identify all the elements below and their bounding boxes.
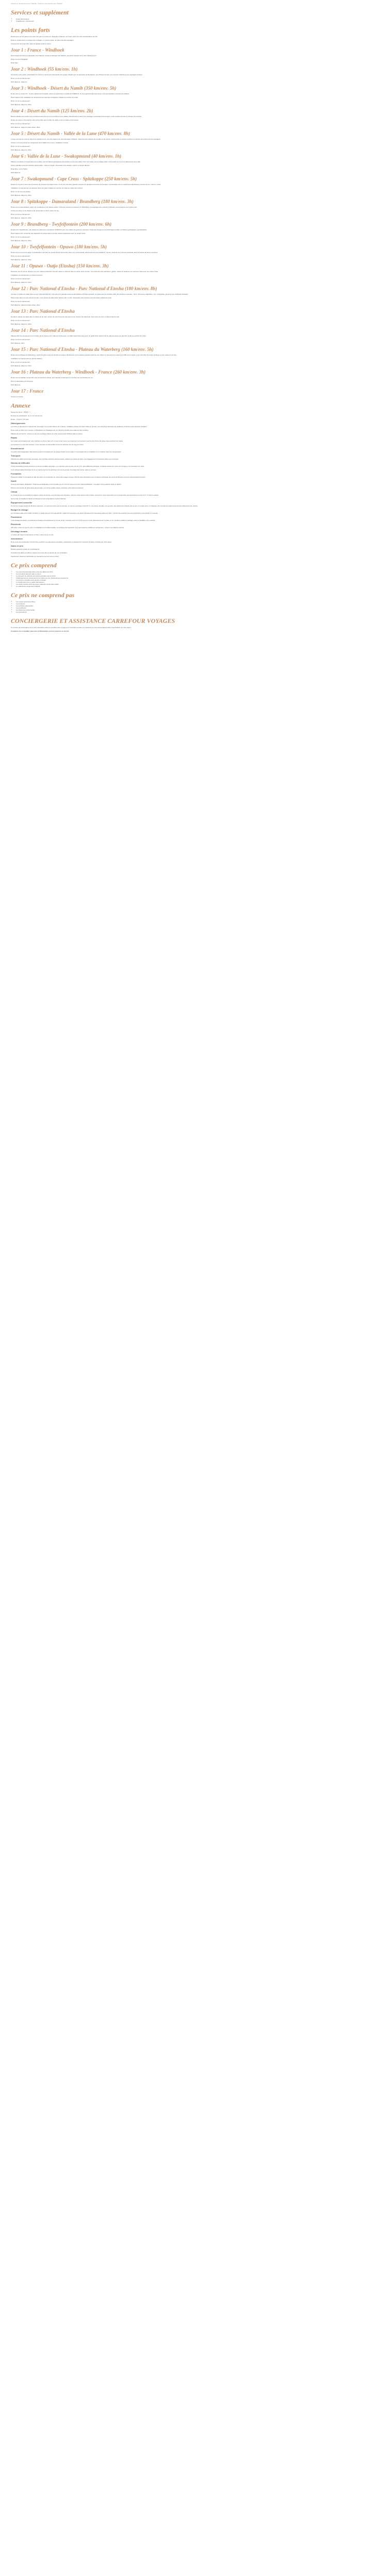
info-section-heading: Formalités xyxy=(11,472,22,475)
concierge-heading: CONCIERGERIE ET ASSISTANCE CARREFOUR VOYAGES xyxy=(11,617,175,624)
breadcrumb: Circuits en campement pour l'Islande › Circuit en campement pour l'Islande xyxy=(11,3,62,5)
day-paragraph: Dîner et nuit au campement. xyxy=(11,319,30,321)
day-paragraph: Départ le long de la côte vers la réserve de phoques de Cape Cross, où vit l'une des plus grandes colonies de phoques à fourrure de la région. Continuation vers le massif de la Spitzkoppe, surnommé le « Cervin » local. xyxy=(11,183,161,185)
day-title: Jour 15 : Parc National d'Etosha - Plateau du Waterberg (160 km/env. 5h) xyxy=(11,347,154,352)
itinerary-day xyxy=(11,131,380,151)
day-title: Jour 12 : Parc National d'Etosha - Parc National d'Etosha (180 km/env. 8h) xyxy=(11,286,157,291)
info-section-paragraph: Circuit accessible à toute personne en bonne condition physique. Les marches sont courtes, de 1h à 3h, sans difficulté technique. Certaines étapes de route sont longues et se déroulent sur piste. xyxy=(11,465,144,467)
itinerary-day xyxy=(11,199,380,219)
day-paragraph: Dîner et nuit au campement. xyxy=(11,100,30,102)
day-paragraph: Matinée consacrée à l'exploration de la vallée, ses formations géologiques étonnantes et ses fumerolles. Puis court trajet vers le village côtier, promenade sur le port et découverte de la ville. xyxy=(11,161,141,163)
excluded-item: • Les dépenses personnelles xyxy=(16,609,380,611)
day-meals: Petit déjeuner, déjeuner, dîner xyxy=(11,259,32,261)
included-item: • Les transferts aéroport aller et retour xyxy=(16,573,380,575)
day-paragraph: Dîner et nuit au campement. xyxy=(11,77,30,79)
info-section-heading: Assurances xyxy=(11,537,23,540)
excluded-item: • Les assurances xyxy=(16,611,380,613)
day-meals: Petit déjeuner, déjeuner, dîner xyxy=(11,281,32,283)
day-paragraph: Après-midi libre pour des activités optionnelles : sortie en kayak, observation des oiseaux marins ou simple flânerie. xyxy=(11,164,90,166)
info-section-heading: Hébergements xyxy=(11,422,25,425)
day-paragraph: Dîner et nuit au campement. xyxy=(11,213,30,215)
itinerary-day xyxy=(11,286,380,306)
day-paragraph: Envol depuis la France à destination de l'Islande. Arrivée à l'aéroport de Keflavík, accueil et transfert vers votre hébergement. xyxy=(11,55,97,57)
day-paragraph: Longue journée de route à travers les hautes terres, une des régions les plus sauvages d'Islande. Traversée des déserts de cendres et de pierres, arrêts photo et petites marches en chemin pour découvrir les paysages. xyxy=(11,138,161,140)
itinerary-day xyxy=(11,347,380,367)
day-paragraph: Arrivée au camp en fin d'après-midi, temps libre et dîner autour du feu. xyxy=(11,210,59,212)
info-section-paragraph: Un sac de voyage souple de 60 litres maximum, un petit sac à dos pour la journée, un sac de couchage confort 0 °C, une lampe frontale, une gourde, des vêtements chauds pour le soir, un coupe-vent, un chapeau, des lunettes de soleil et de bonnes chaussures de marche. xyxy=(11,505,198,507)
included-list xyxy=(11,571,380,587)
info-section xyxy=(11,509,380,514)
included-item: • Le transport en véhicule tout-terrain pendant tout le circuit xyxy=(16,575,380,577)
day-paragraph: Descente vers le sud en direction du parc national d'Etosha. Premier safari en véhicule dans la partie ouest du parc, à la recherche des éléphants, girafes, zèbres et antilopes qui viennent s'abreuver aux points d'eau. xyxy=(11,270,159,273)
info-section xyxy=(11,537,380,543)
day-title: Jour 14 : Parc National d'Etosha xyxy=(11,328,75,333)
day-title: Jour 5 : Désert du Namib - Vallée de la Lune (470 km/env. 8h) xyxy=(11,131,131,136)
day-paragraph: Installation au campement en bordure du parc. xyxy=(11,274,43,276)
info-section-heading: Repas xyxy=(11,436,18,439)
dates-heading: Dates et prix xyxy=(11,545,24,547)
day-meals: Petit déjeuner, déjeuner, dîner xyxy=(11,194,32,196)
day-paragraph: Dîner et nuit au campement. xyxy=(11,278,30,280)
info-section xyxy=(11,422,380,435)
info-section xyxy=(11,447,380,453)
services-list xyxy=(11,18,380,22)
day-paragraph: Dîner et nuit au campement. xyxy=(11,255,30,257)
info-section-paragraph: Il est indispensable d'accepter la vie en campement et de participer à la vie du groupe (montage des tentes, aide au service). xyxy=(11,469,96,471)
day-title: Jour 1 : France - Windhoek xyxy=(11,47,64,53)
document xyxy=(0,0,391,632)
included-item: • L'encadrement par un guide francophone xyxy=(16,581,380,583)
info-section-heading: Transport xyxy=(11,454,21,457)
day-paragraph: Route vers le Plateau du Waterberg, massif de grès rouge qui domine la savane. Randonnée sur le plateau jusqu'au point de vue offrant un panorama à couper le souffle sur la région, à la recherche des rares antilopes et des vautours du Cap. xyxy=(11,354,177,356)
info-section-paragraph: Deux nuits en hôtel sont prévues, à Windhoek et à Swakopmund, en chambre double avec salle de bain privative. xyxy=(11,429,89,431)
day-paragraph: Dîner et nuit au campement. xyxy=(11,338,30,341)
itinerary-day xyxy=(11,309,380,325)
info-section-heading: Niveau de difficulté xyxy=(11,462,30,464)
included-item: • L'hébergement en campement et en hôtel comme mentionné au programme xyxy=(16,577,380,579)
included-item: • La pension complète sauf mention contraire xyxy=(16,579,380,581)
highlights-body xyxy=(11,36,380,45)
concierge-text: Un service de conciergerie est à votre disposition avant et pendant votre voyage pour répondre à toutes vos questions et vous accompagner dans l'organisation de votre séjour. xyxy=(11,626,132,629)
practical-info xyxy=(11,422,380,543)
info-section-paragraph: Les boissons ne sont pas incluses. L'eau minérale est disponible à bord du véhicule tout au long du circuit. xyxy=(11,444,84,446)
dates-line: Consultez les dates et tarifs en vigueur sur notre site ou auprès de nos conseillers. xyxy=(11,552,68,554)
day-paragraph: Dîner et nuit au campement. xyxy=(11,145,30,147)
day-title: Jour 7 : Swakopmund - Cape Cross - Spitzkoppe (250 km/env. 5h) xyxy=(11,176,137,181)
itinerary-day xyxy=(11,86,380,106)
info-section-heading: Climat xyxy=(11,490,18,493)
info-section xyxy=(11,480,380,489)
day-paragraph: Dîner et nuit au campement. xyxy=(11,300,30,302)
included-item: • Les vols internationaux aller-retour au départ de Paris xyxy=(16,571,380,573)
day-paragraph: Retour au camp en fin d'après-midi, temps libre pour profiter du calme et de la nature environnante. xyxy=(11,119,79,121)
day-title: Jour 10 : Twyfelfontein - Opuwo (180 km/env. 5h) xyxy=(11,244,107,249)
day-paragraph: Installation au campement au pied du plateau. xyxy=(11,358,43,360)
excluded-item: • Les pourboires xyxy=(16,607,380,609)
info-section xyxy=(11,523,380,529)
day-meals: Petit déjeuner, déjeuner, dîner xyxy=(11,104,32,106)
itinerary-day xyxy=(11,328,380,344)
day-paragraph: Route vers la capitale, temps libre pour les derniers achats, puis transfert à l'aéroport en fonction de vos horaires de vol. xyxy=(11,377,93,379)
meta-line: Durée : 17 jours / 15 nuits. xyxy=(11,418,29,420)
meta-line: Niveau du circuit : ★★★☆☆ xyxy=(11,411,31,413)
day-paragraph: Arrivée en fin de journée au campement de la Vallée de la Lune, installation et dîner. xyxy=(11,142,69,144)
info-section-paragraph: Nous vous recommandons vivement de souscrire une assurance annulation, assistance et rapatriement couvrant la durée complète de votre séjour. xyxy=(11,541,112,543)
info-section xyxy=(11,454,380,460)
day-paragraph: Route vers le nord et la région du Kaokoland, territoire du peuple Himba. Rencontre avec une communauté, découverte de leurs traditions, de leur mode de vie et de leur artisanat, dans le respect de leurs coutumes. xyxy=(11,251,158,253)
day-meals: Petit déjeuner xyxy=(11,384,21,386)
itinerary-day xyxy=(11,176,380,196)
itinerary-day xyxy=(11,108,380,128)
circuit-meta xyxy=(11,411,380,420)
day-meals: Petit déjeuner, déjeuner, dîner xyxy=(11,217,32,219)
day-meals: Petit déjeuner, déjeuner, dîner xyxy=(11,365,32,367)
info-section-heading: Santé xyxy=(11,480,17,482)
info-section-paragraph: Sur la côte, le brouillard matinal est fréquent et les températures restent fraîches. xyxy=(11,498,67,500)
highlights-paragraph: Nuits en campement ou refuges de montagne, en pleine nature, au plus près des paysages. xyxy=(11,39,74,41)
dates-body xyxy=(11,548,380,557)
info-section xyxy=(11,462,380,471)
day-meals: Petit déjeuner, déjeuner, dîner xyxy=(11,240,32,242)
day-meals: Petit déjeuner xyxy=(11,172,21,174)
day-paragraph: Dernière matinée de safari dans la partie est du parc, autour du point d'eau de Namutoni et de l'ancien fort allemand, puis sortie du parc en début d'après-midi. xyxy=(11,316,120,318)
info-section-paragraph: +1 heure par rapport à la France en hiver, même heure en été. xyxy=(11,534,54,536)
info-section-paragraph: Véhicule de safari tout-terrain aménagé, avec grandes fenêtres panoramiques, adapté aux pistes du pays. Les bagages sont transportés dans une remorque. xyxy=(11,458,119,460)
day-paragraph: Dîner et nuit au campement. xyxy=(11,236,30,238)
itinerary-day xyxy=(11,244,380,261)
day-meals: Dîner libre xyxy=(11,62,18,64)
services-item: • Chauffeur(s) / campement xyxy=(16,20,380,22)
itinerary-day xyxy=(11,66,380,83)
included-item: • Le matériel de campement collectif xyxy=(16,585,380,587)
day-paragraph: Envol à destination de la France. xyxy=(11,380,34,382)
itinerary-day xyxy=(11,388,380,398)
highlights-paragraph: Randonnée sur les glaciers au cœur des parcs et réserves naturelles d'Islande, au fil des routes les plus spectaculaires de l'île. xyxy=(11,36,98,38)
info-section-heading: Décalage horaire xyxy=(11,530,28,533)
services-heading: Services et supplément xyxy=(11,9,69,16)
day-title: Jour 3 : Windhoek - Désert du Namib (350 km/env. 5h) xyxy=(11,86,117,91)
meta-line: Nombre de participants : de 4 à 12 personnes. xyxy=(11,415,43,417)
info-section xyxy=(11,516,380,521)
itinerary-day xyxy=(11,369,380,386)
day-paragraph: Dans l'après-midi, recherche des éléphants du désert dans le lit des rivières asséchées avec un pisteur local. xyxy=(11,232,86,234)
day-title: Jour 8 : Spitzkoppe - Damaraland / Brandberg (180 km/env. 3h) xyxy=(11,199,134,204)
day-paragraph: Journée complète de safari dans le parc national d'Etosha, l'une des plus grandes réserves animalières d'Afrique australe. Le grand pan de sel blanc attire de nombreux animaux : lions, rhinocéros, éléphants, oryx, springboks, gnous et une multitude d'oiseaux. xyxy=(11,293,189,295)
info-section-paragraph: 220 volts, prises de type D et M. Un adaptateur est indispensable. La recharge des appareils n'est pas toujours possible en campement : prévoir une batterie externe. xyxy=(11,527,124,529)
dates-line: Départs garantis à partir de 4 participants. xyxy=(11,548,40,550)
day-paragraph: Installation du campement au pied des blocs de granit, balade au coucher du soleil au milieu des rochers. xyxy=(11,187,84,189)
itinerary-day xyxy=(11,222,380,242)
services-item: • Guide francophone xyxy=(16,18,380,20)
day-paragraph: Route pour le cercle d'or : le parc national de Þingvellir, classé au patrimoine mondial de l'UNESCO, la zone géothermique de Geysir et la spectaculaire cascade de Gullfoss. xyxy=(11,93,129,95)
info-section-paragraph: Passeport valide 6 mois après la date de retour et comportant au moins deux pages vierges. Pas de visa nécessaire pour un séjour touristique de moins de 90 jours pour les ressortissants français. xyxy=(11,476,145,478)
day-paragraph: Dans l'après-midi, installation au campement au pied des montagnes, balade au coucher du soleil. xyxy=(11,96,78,98)
dates-line: Supplément chambre individuelle sur demande pour les nuits en hôtel. xyxy=(11,555,59,557)
info-section-paragraph: Les nuits se déroulent en campement aménagé, sous tentes dômes de 2 places, installées chaque soir avec l'aide du groupe. Les campings disposent de sanitaires communs avec douches chaudes. xyxy=(11,426,148,428)
day-meals: Petit déjeuner, déjeuner xyxy=(11,81,27,83)
excluded-item: • Les repas mentionnés libres xyxy=(16,601,380,603)
day-paragraph: Dîner et nuit au campement. xyxy=(11,123,30,125)
day-paragraph: Pique-nique dans l'un des camps du parc, puis reprise du safari dans l'après-midi. Le soir, observation des animaux au point d'eau éclairé du camp. xyxy=(11,297,112,299)
day-title: Jour 16 : Plateau du Waterberg - Windhoek - France (260 km/env. 3h) xyxy=(11,369,146,375)
day-paragraph: Dîner libre, nuit à l'hôtel. xyxy=(11,168,28,170)
day-title: Jour 2 : Windhoek (55 km/env. 1h) xyxy=(11,66,78,72)
day-paragraph: Accueil de votre guide, présentation du circuit et remise des documents de voyage. Départ pour la péninsule de Reykjanes, ses champs de lave, ses sources chaudes et ses paysages lunaires. xyxy=(11,74,143,76)
day-title: Jour 6 : Vallée de la Lune - Swakopmund (40 km/env. 1h) xyxy=(11,154,122,159)
info-section-paragraph: Prévoir une trousse de pharmacie personnelle, une crème solaire haute protection et de l'anti-moustiques. xyxy=(11,487,84,489)
info-section-paragraph: Aucune vaccination obligatoire. Traitement antipaludéen recommandé pour le nord du pays et le parc national d'Etosha : consultez votre médecin avant le départ. xyxy=(11,483,122,485)
excluded-item: • Les activités optionnelles xyxy=(16,605,380,607)
day-title: Jour 11 : Opuwo - Outjo (Etosha) (150 km/env. 3h) xyxy=(11,263,109,268)
info-section xyxy=(11,472,380,478)
annex-heading: Annexe xyxy=(11,402,31,409)
info-section xyxy=(11,530,380,536)
day-meals: Petit déjeuner, dîner xyxy=(11,342,25,344)
day-paragraph: Arrivée en France. xyxy=(11,396,24,398)
excluded-heading: Ce prix ne comprend pas xyxy=(11,591,75,599)
itinerary xyxy=(11,47,380,398)
info-section xyxy=(11,501,380,507)
itinerary-day xyxy=(11,263,380,283)
info-section-paragraph: La monnaie locale est le dollar namibien, à parité avec le rand sud-africain, également accepté. Les cartes bancaires sont acceptées dans les villes ; prévoir des espèces pour les pourboires et les achats en brousse. xyxy=(11,512,158,514)
itinerary-day xyxy=(11,47,380,64)
included-item: • Les droits d'entrée dans les parcs nationaux et les sites visités xyxy=(16,583,380,585)
info-section-heading: Électricité xyxy=(11,523,21,526)
info-section-paragraph: Matelas de sol fournis ; prévoir un sac de couchage chaud, les nuits peuvent être fraîches dans le désert. xyxy=(11,433,83,435)
day-paragraph: Dîner et nuit au campement. xyxy=(11,361,30,363)
day-title: Jour 13 : Parc National d'Etosha xyxy=(11,309,75,314)
day-paragraph: Dîner et nuit sous les étoiles. xyxy=(11,191,31,193)
day-paragraph: Réveil matinal pour profiter des premières lueurs du jour sur les dunes et les vallées. Randonnée à travers les paysages volcaniques de la région, entre coulées de lave et champs de mousse. xyxy=(11,115,142,117)
day-paragraph: Départ vers Twyfelfontein, site classé au patrimoine mondial de l'UNESCO pour ses milliers de gravures rupestres. Visite des Orgues et de la Montagne brûlée, formations géologiques spectaculaires. xyxy=(11,229,148,231)
day-paragraph: Dîner et nuit à Reykjavik. xyxy=(11,58,28,60)
day-meals: Petit déjeuner, déjeuner pique-nique, dîner xyxy=(11,304,40,306)
day-title: Jour 4 : Désert du Namib (125 km/env. 2h) xyxy=(11,108,93,113)
highlights-paragraph: Une journée de temps libre dans la capitale avant le retour. xyxy=(11,43,52,45)
info-section-heading: Budget et change xyxy=(11,509,28,511)
day-meals: Petit déjeuner, déjeuner, dîner xyxy=(11,323,32,325)
itinerary-day xyxy=(11,154,380,174)
day-paragraph: Route vers le Damaraland, région de montagnes et de plaines arides. Visite des peintures rupestres du Brandberg, témoignages des premiers habitants, accompagnés d'un guide local. xyxy=(11,206,137,208)
excluded-item: • Les boissons xyxy=(16,603,380,605)
info-section-paragraph: Les repas sont préparés par votre cuisinier et pris en plein air ou sous tente mess. Les déjeuners sont souvent servis sous forme de pique-nique pendant les trajets. xyxy=(11,440,123,442)
info-section-heading: Encadrement xyxy=(11,447,24,450)
info-section xyxy=(11,436,380,446)
day-title: Jour 9 : Brandberg - Twyfelfontein (200 km/env. 6h) xyxy=(11,222,112,227)
info-section-heading: Pourboires xyxy=(11,516,22,518)
day-meals: Petit déjeuner, déjeuner, dîner xyxy=(11,149,32,151)
day-paragraph: Matinée libre au campement pour profiter de la piscine et du calme de la brousse, ou safari optionnel à pied avec un guide local. Après-midi de détente avant une dernière sortie au coucher du soleil. xyxy=(11,335,146,337)
excluded-list xyxy=(11,601,380,613)
highlights-heading: Les points forts xyxy=(11,26,51,33)
info-section-paragraph: Il est d'usage de laisser un pourboire à l'équipe d'encadrement en fin de circuit. Comptez environ 3 à 5 € par jour et par participant pour le guide, et un montant similaire à partager entre le chauffeur et le cuisinier. xyxy=(11,519,156,521)
info-section-paragraph: Le climat est sec et ensoleillé la majeure partie de l'année. Les journées sont chaudes, mais les nuits peuvent être froides, surtout de mai à septembre où la température peut descendre proche de 0 °C dans le désert. xyxy=(11,494,159,496)
day-title: Jour 17 : France xyxy=(11,388,44,394)
day-meals: Petit déjeuner, déjeuner pique-nique, dîner xyxy=(11,126,40,128)
info-section-paragraph: Un guide accompagnateur francophone assure l'encadrement du groupe durant tout le séjour. Il est épaulé par un chauffeur et un cuisinier dans les campements. xyxy=(11,451,122,453)
info-section-heading: Équipement conseillé xyxy=(11,501,32,504)
info-section xyxy=(11,490,380,500)
included-heading: Ce prix comprend xyxy=(11,562,57,569)
contact-cta: Contactez nos conseillers pour plus d'informations ou pour réserver ce circuit. xyxy=(11,630,69,632)
